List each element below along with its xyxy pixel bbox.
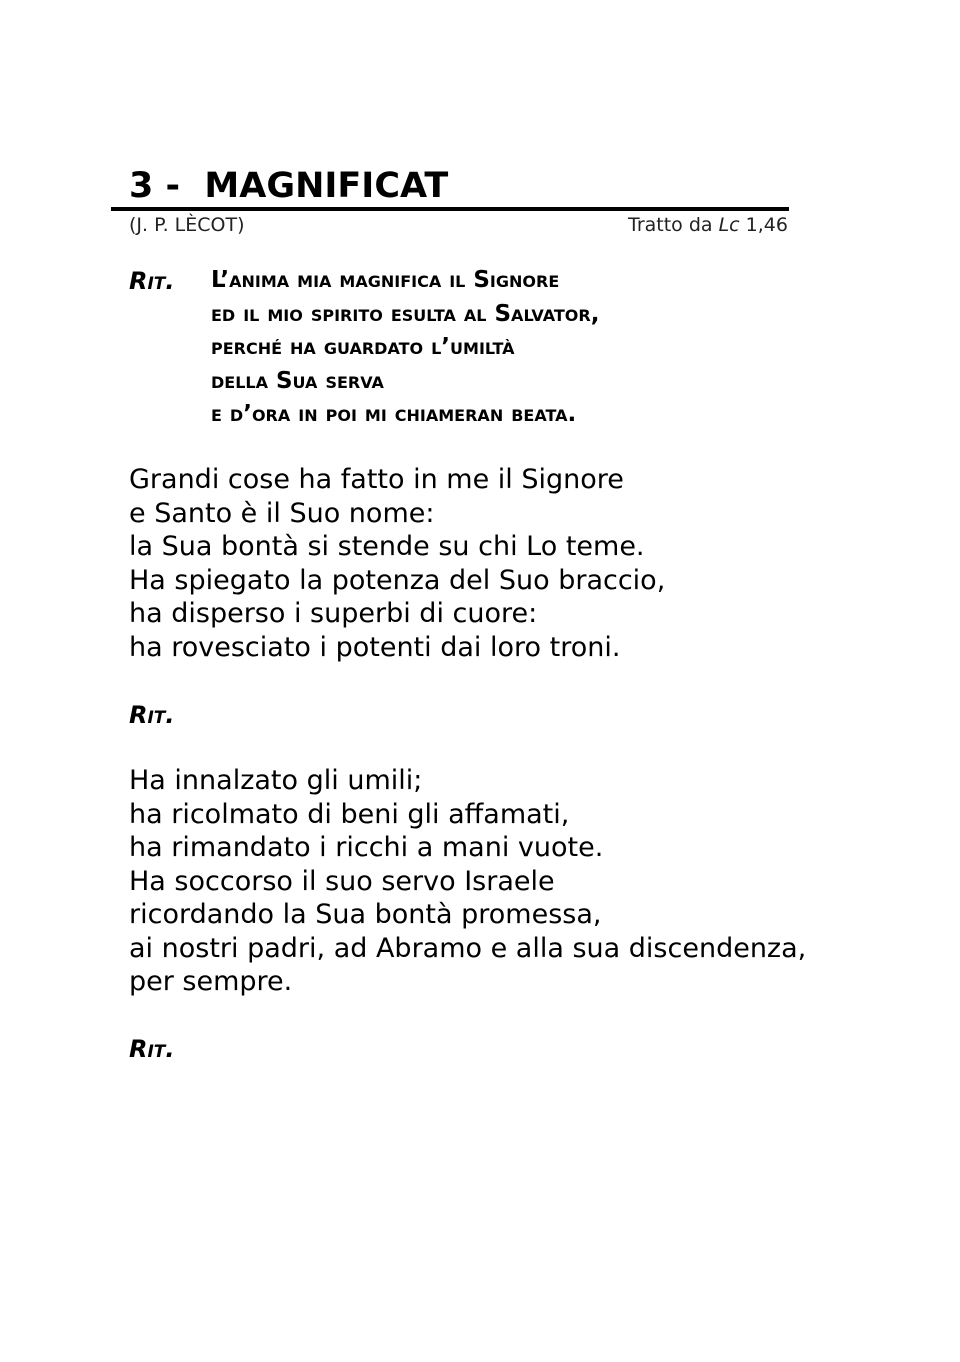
stanza-2 [129,764,806,999]
source-prefix: Tratto da [628,214,719,236]
refrain-line: perché ha guardato l’umiltà [211,334,515,360]
scripture-source [628,212,788,238]
stanza-line: ricordando la Sua bontà promessa, [129,899,602,930]
stanza-line: e Santo è il Suo nome: [129,497,435,529]
refrain-line: L’anima mia magnifica il Signore [211,267,560,293]
stanza-line: ai nostri padri, ad Abramo e alla sua discendenza, [129,932,807,964]
refrain-label: Rit. [129,267,175,295]
title-underline [111,207,789,211]
stanza-line: ha disperso i superbi di cuore: [129,598,538,629]
stanza-line: Ha innalzato gli umili; [129,765,423,796]
stanza-line: Ha spiegato la potenza del Suo braccio, [129,564,666,596]
source-reference: 1,46 [739,214,788,236]
source-book: Lc [718,214,740,236]
refrain-repeat-label: Rit. [129,701,175,729]
stanza-line: la Sua bontà si stende su chi Lo teme. [129,531,645,562]
refrain-repeat-label: Rit. [129,1035,175,1063]
author-credit: (J. P. LÈCOT) [129,214,245,236]
stanza-line: per sempre. [129,966,293,997]
stanza-line: ha rovesciato i potenti dai loro troni. [129,631,621,663]
stanza-line: ha rimandato i ricchi a mani vuote. [129,832,604,863]
page-title: 3 - MAGNIFICAT [129,166,449,206]
refrain-line: ed il mio spirito esulta al Salvator, [211,300,600,327]
refrain-text [211,264,599,432]
stanza-line: Ha soccorso il suo servo Israele [129,865,555,897]
stanza-line: ha ricolmato di beni gli affamati, [129,798,570,830]
refrain-line: e d’ora in poi mi chiameran beata. [211,401,577,427]
stanza-1 [129,463,665,664]
stanza-line: Grandi cose ha fatto in me il Signore [129,464,624,495]
refrain-line: della Sua serva [211,367,384,394]
